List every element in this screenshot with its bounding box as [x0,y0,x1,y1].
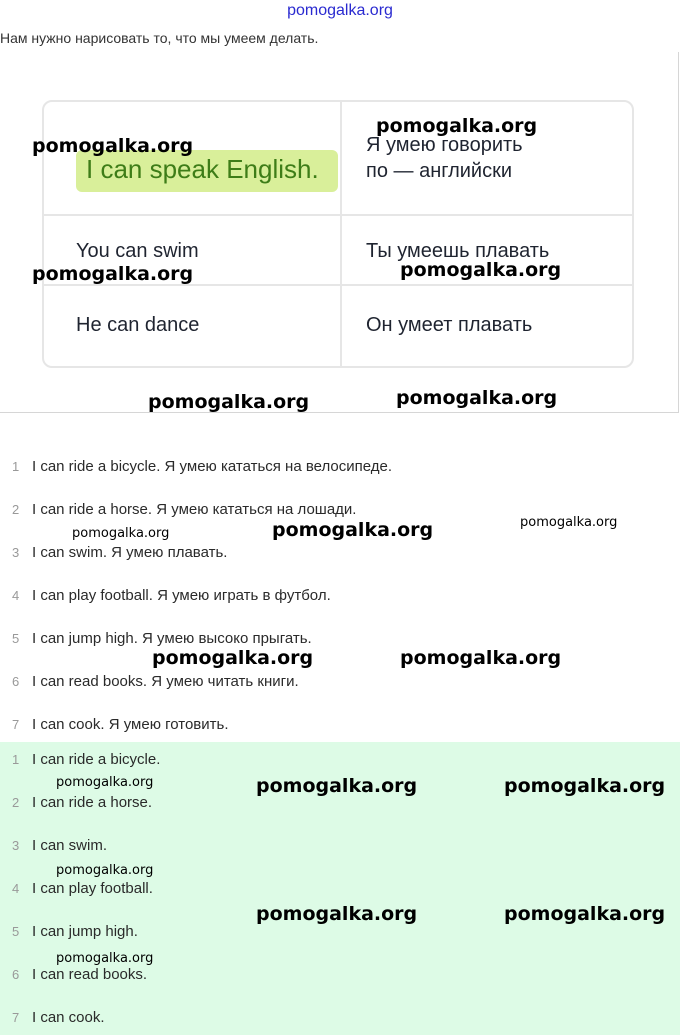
item-number: 2 [12,795,20,810]
item-number: 6 [12,967,20,982]
watermark: pomogalka.org [56,775,154,790]
watermark: pomogalka.org [256,775,418,797]
watermark: pomogalka.org [56,863,154,878]
watermark: pomogalka.org [400,647,562,669]
item-text: I can jump high. [32,923,138,940]
item-text: I can ride a bicycle. Я умею кататься на велосипеде. [32,458,393,475]
watermark: pomogalka.org [152,647,314,669]
watermark: pomogalka.org [504,903,666,925]
watermark: pomogalka.org [520,515,618,530]
item-text: I can cook. Я умею готовить. [32,716,229,733]
item-text: I can swim. Я умею плавать. [32,544,228,561]
watermark: pomogalka.org [256,903,418,925]
item-text: I can ride a bicycle. [32,751,161,768]
table-cell-r2c1: You can swim [76,240,199,262]
item-text: I can cook. [32,1009,105,1026]
item-text: I can read books. [32,966,148,983]
table-divider [340,102,342,366]
watermark-top: pomogalka.org [287,2,393,19]
watermark: pomogalka.org [148,391,310,413]
item-number: 4 [12,588,20,603]
table-divider [44,214,632,216]
watermark: pomogalka.org [272,519,434,541]
watermark: pomogalka.org [32,263,194,285]
item-text: I can play football. [32,880,153,897]
item-number: 3 [12,838,20,853]
watermark: pomogalka.org [504,775,666,797]
watermark: pomogalka.org [56,951,154,966]
item-text: I can jump high. Я умею высоко прыгать. [32,630,312,647]
watermark: pomogalka.org [72,526,170,541]
item-number: 7 [12,1010,20,1025]
table-cell-r1c1: I can speak English. [86,154,319,184]
table-cell-r3c1: He can dance [76,314,200,336]
item-number: 5 [12,924,20,939]
item-number: 4 [12,881,20,896]
intro-text: Нам нужно нарисовать то, что мы умеем делать. [0,30,319,46]
item-text: I can read books. Я умею читать книги. [32,673,299,690]
item-text: I can ride a horse. [32,794,153,811]
item-number: 6 [12,674,20,689]
watermark: pomogalka.org [400,259,562,281]
item-number: 1 [12,459,20,474]
watermark: pomogalka.org [32,135,194,157]
table-cell-r3c2: Он умеет плавать [366,314,533,336]
item-number: 2 [12,502,20,517]
table-cell-r1c2-line2: по — английски [366,160,513,182]
item-text: I can ride a horse. Я умею кататься на лошади. [32,501,357,518]
item-text: I can swim. [32,837,108,854]
watermark: pomogalka.org [396,387,558,409]
table-cell-r2c2: Ты умеешь плавать [366,240,550,262]
item-number: 5 [12,631,20,646]
item-number: 1 [12,752,20,767]
item-text: I can play football. Я умею играть в футбол. [32,587,331,604]
item-number: 3 [12,545,20,560]
item-number: 7 [12,717,20,732]
watermark: pomogalka.org [376,115,538,137]
table-cell-r1c2: Я умею говорить [366,134,523,156]
